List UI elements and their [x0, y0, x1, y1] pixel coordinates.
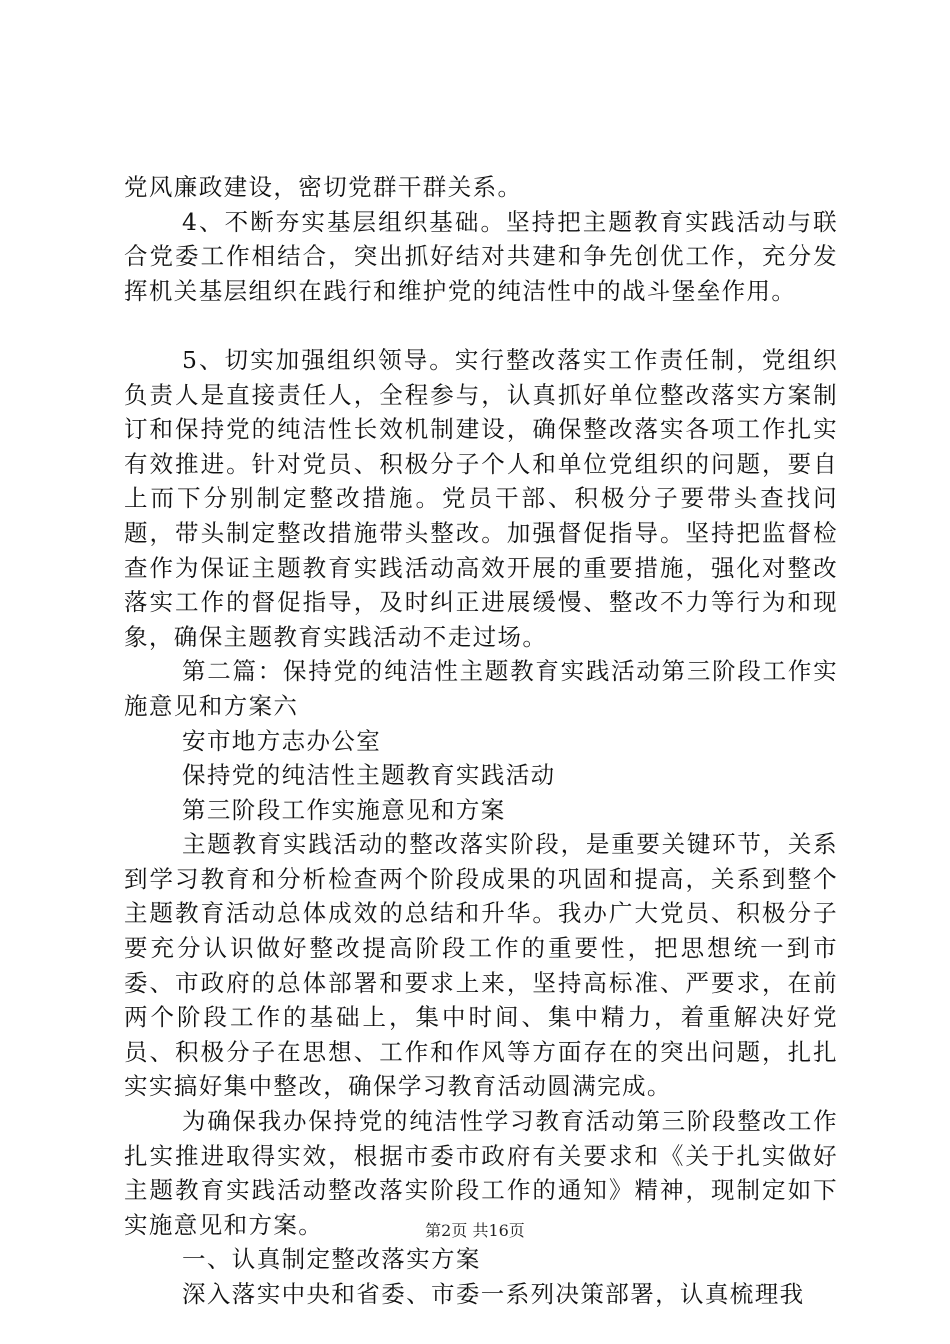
document-body: [124, 170, 838, 1312]
paragraph-item-5: 5、切实加强组织领导。实行整改落实工作责任制，党组织负责人是直接责任人，全程参与，认真抓好单位整改落实方案制订和保持党的纯洁性长效机制建设，确保整改落实各项工作扎实有效推进。针对党员、积极分子个人和单位党组织的问题，要自上而下分别制定整改措施。党员干部、积极分子要带头查找问题，带头制定整改措施带头整改。加强督促指导。坚持把监督检查作为保证主题教育实践活动高效开展的重要措施，强化对整改落实工作的督促指导，及时纠正进展缓慢、整改不力等行为和现象，确保主题教育实践活动不走过场。: [124, 345, 838, 651]
paragraph-purpose: 为确保我办保持党的纯洁性学习教育活动第三阶段整改工作扎实推进取得实效，根据市委市政府有关要求和《关于扎实做好主题教育实践活动整改落实阶段工作的通知》精神，现制定如下实施意见和方案。: [124, 1107, 838, 1239]
document-title-line-2: 第三阶段工作实施意见和方案: [182, 795, 506, 824]
subheading-one: 一、认真制定整改落实方案: [182, 1245, 481, 1274]
document-title-line-1: 保持党的纯洁性主题教育实践活动: [182, 761, 556, 790]
paragraph-subheading-one-body: 深入落实中央和省委、市委一系列决策部署，认真梳理我: [182, 1280, 805, 1308]
paragraph-continuation: 党风廉政建设，密切党群干群关系。: [124, 173, 523, 201]
issuing-office: 安市地方志办公室: [182, 726, 382, 755]
paragraph-intro: 主题教育实践活动的整改落实阶段，是重要关键环节，关系到学习教育和分析检查两个阶段成果的巩固和提高，关系到整个主题教育活动总体成效的总结和升华。我办广大党员、积极分子要充分认识做好整改提高阶段工作的重要性，把思想统一到市委、市政府的总体部署和要求上来，坚持高标准、严要求，在前两个阶段工作的基础上，集中时间、集中精力，着重解决好党员、积极分子在思想、工作和作风等方面存在的突出问题，扎扎实实搞好集中整改，确保学习教育活动圆满完成。: [124, 830, 838, 1101]
page-number-footer: 第2页 共16页: [425, 1221, 525, 1240]
paragraph-item-4: 4、不断夯实基层组织基础。坚持把主题教育实践活动与联合党委工作相结合，突出抓好结对共建和争先创优工作，充分发挥机关基层组织在践行和维护党的纯洁性中的战斗堡垒作用。: [124, 207, 838, 305]
section-heading-second-article: 第二篇：保持党的纯洁性主题教育实践活动第三阶段工作实施意见和方案六: [124, 657, 838, 720]
